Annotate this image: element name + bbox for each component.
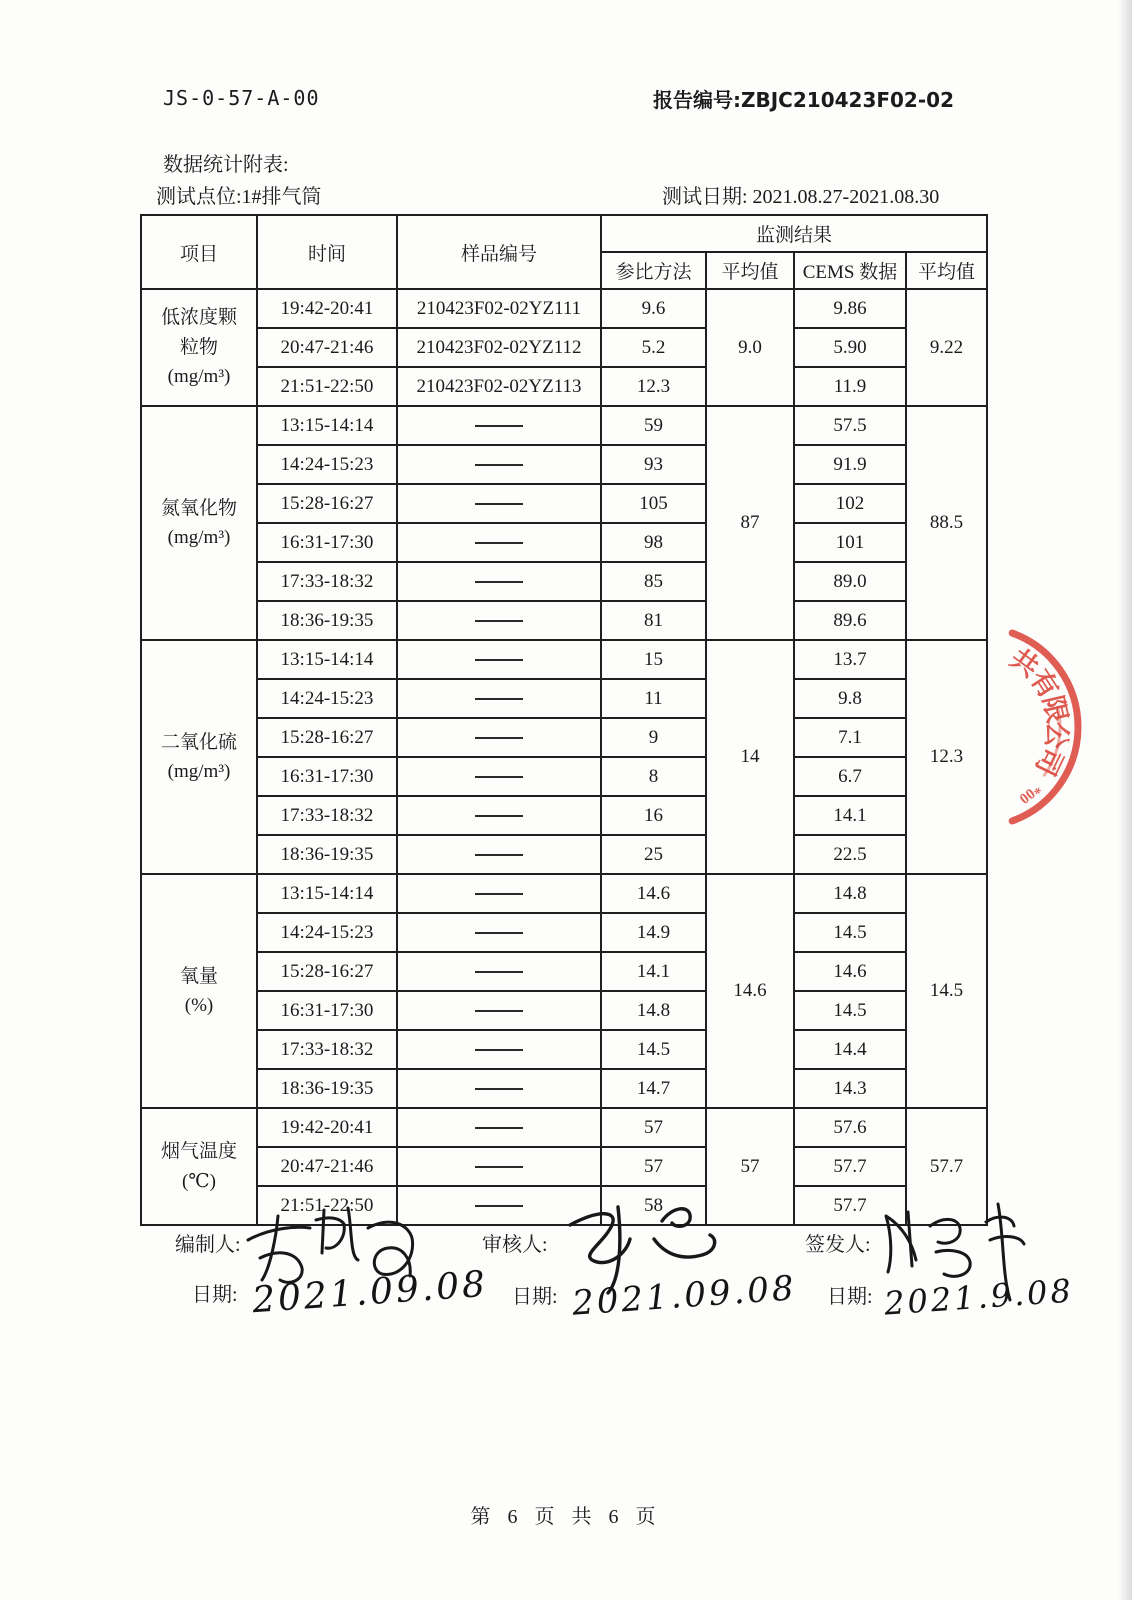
dash-placeholder (475, 893, 523, 895)
time-cell: 18:36-19:35 (257, 835, 397, 874)
cems-cell: 91.9 (794, 445, 906, 484)
ref-method-cell: 12.3 (601, 367, 706, 406)
dash-placeholder (475, 659, 523, 661)
test-point: 测试点位:1#排气筒 (156, 186, 322, 208)
issuer-date-handwritten: 2021.9.08 (882, 1271, 1075, 1323)
table-row (141, 445, 987, 484)
item-cell-0: 低浓度颗 粒物 (mg/m³) (141, 289, 257, 406)
table-row (141, 1147, 987, 1186)
dash-placeholder (475, 542, 523, 544)
ref-method-cell: 14.8 (601, 991, 706, 1030)
cems-average-cell: 9.22 (906, 289, 987, 406)
col-header-cems: CEMS 数据 (794, 252, 906, 289)
cems-cell: 102 (794, 484, 906, 523)
dash-placeholder (475, 1088, 523, 1090)
col-header-ref-method: 参比方法 (601, 252, 706, 289)
cems-cell: 14.5 (794, 991, 906, 1030)
cems-cell: 101 (794, 523, 906, 562)
sample-cell (397, 796, 601, 835)
page-indicator: 第 6 页 共 6 页 (470, 1506, 662, 1528)
cems-cell: 14.3 (794, 1069, 906, 1108)
ref-method-cell: 57 (601, 1108, 706, 1147)
cems-cell: 11.9 (794, 367, 906, 406)
time-cell: 19:42-20:41 (257, 289, 397, 328)
cems-cell: 14.1 (794, 796, 906, 835)
ref-average-cell: 57 (706, 1108, 794, 1225)
time-cell: 14:24-15:23 (257, 445, 397, 484)
test-date: 测试日期: 2021.08.27-2021.08.30 (662, 186, 940, 208)
table-row (141, 913, 987, 952)
ref-method-cell: 14.7 (601, 1069, 706, 1108)
scan-edge-shade (1118, 0, 1132, 1600)
sample-cell (397, 718, 601, 757)
ref-method-cell: 59 (601, 406, 706, 445)
ref-method-cell: 8 (601, 757, 706, 796)
issuer-label: 签发人: (805, 1234, 871, 1256)
table-row (141, 718, 987, 757)
ref-method-cell: 93 (601, 445, 706, 484)
sample-cell (397, 1030, 601, 1069)
sample-cell (397, 406, 601, 445)
dash-placeholder (475, 776, 523, 778)
sample-cell (397, 874, 601, 913)
ref-method-cell: 5.2 (601, 328, 706, 367)
item-cell-2: 二氧化硫 (mg/m³) (141, 640, 257, 874)
cems-average-cell: 12.3 (906, 640, 987, 874)
sample-cell (397, 640, 601, 679)
cems-average-cell: 88.5 (906, 406, 987, 640)
cems-cell: 14.4 (794, 1030, 906, 1069)
cems-cell: 13.7 (794, 640, 906, 679)
table-row (141, 796, 987, 835)
dash-placeholder (475, 1127, 523, 1129)
time-cell: 17:33-18:32 (257, 562, 397, 601)
sample-cell (397, 484, 601, 523)
ref-average-cell: 14.6 (706, 874, 794, 1108)
time-cell: 21:51-22:50 (257, 1186, 397, 1225)
table-row (141, 679, 987, 718)
sample-cell (397, 757, 601, 796)
sample-cell (397, 1147, 601, 1186)
ref-average-cell: 14 (706, 640, 794, 874)
reviewer-label: 审核人: (482, 1234, 548, 1256)
dash-placeholder (475, 698, 523, 700)
seal-arc-character: 司 (1028, 742, 1069, 781)
dash-placeholder (475, 737, 523, 739)
time-cell: 15:28-16:27 (257, 484, 397, 523)
dash-placeholder (475, 854, 523, 856)
table-row (141, 874, 987, 913)
cems-cell: 22.5 (794, 835, 906, 874)
company-seal-stamp (880, 600, 1130, 850)
ref-average-cell: 87 (706, 406, 794, 640)
table-row (141, 835, 987, 874)
preparer-date-handwritten: 2021.09.08 (250, 1263, 490, 1322)
cems-cell: 14.6 (794, 952, 906, 991)
time-cell: 16:31-17:30 (257, 523, 397, 562)
table-row (141, 1069, 987, 1108)
sample-cell: 210423F02-02YZ113 (397, 367, 601, 406)
dash-placeholder (475, 1166, 523, 1168)
item-cell-4: 烟气温度 (℃) (141, 1108, 257, 1225)
time-cell: 20:47-21:46 (257, 328, 397, 367)
ref-method-cell: 14.5 (601, 1030, 706, 1069)
col-header-results-group: 监测结果 (601, 215, 987, 252)
cems-cell: 57.7 (794, 1186, 906, 1225)
ref-method-cell: 98 (601, 523, 706, 562)
sample-cell (397, 913, 601, 952)
table-row (141, 406, 987, 445)
cems-cell: 57.6 (794, 1108, 906, 1147)
time-cell: 15:28-16:27 (257, 952, 397, 991)
preparer-label: 编制人: (175, 1234, 241, 1256)
ref-method-cell: 11 (601, 679, 706, 718)
cems-average-cell: 14.5 (906, 874, 987, 1108)
sample-cell (397, 523, 601, 562)
time-cell: 18:36-19:35 (257, 1069, 397, 1108)
dash-placeholder (475, 1049, 523, 1051)
reviewer-date-label: 日期: (512, 1286, 558, 1308)
sample-cell (397, 601, 601, 640)
cems-cell: 89.6 (794, 601, 906, 640)
sample-cell (397, 991, 601, 1030)
cems-average-cell: 57.7 (906, 1108, 987, 1225)
table-row (141, 367, 987, 406)
table-row (141, 562, 987, 601)
dash-placeholder (475, 971, 523, 973)
ref-average-cell: 9.0 (706, 289, 794, 406)
col-header-time: 时间 (257, 215, 397, 289)
cems-cell: 14.8 (794, 874, 906, 913)
reviewer-date-handwritten: 2021.09.08 (570, 1268, 798, 1324)
cems-cell: 89.0 (794, 562, 906, 601)
attachment-title: 数据统计附表: (163, 154, 289, 176)
cems-cell: 9.8 (794, 679, 906, 718)
ref-method-cell: 58 (601, 1186, 706, 1225)
time-cell: 21:51-22:50 (257, 367, 397, 406)
table-row (141, 523, 987, 562)
seal-arc-character: 限 (1036, 692, 1073, 726)
time-cell: 19:42-20:41 (257, 1108, 397, 1147)
ref-method-cell: 25 (601, 835, 706, 874)
seal-arc-character: 公 (1039, 720, 1073, 751)
sample-cell (397, 562, 601, 601)
monitoring-results-table (140, 214, 988, 1226)
sample-cell: 210423F02-02YZ112 (397, 328, 601, 367)
sample-cell: 210423F02-02YZ111 (397, 289, 601, 328)
table-row (141, 328, 987, 367)
col-header-item: 项目 (141, 215, 257, 289)
cems-cell: 57.5 (794, 406, 906, 445)
document-code: JS-0-57-A-00 (163, 86, 320, 110)
table-row (141, 757, 987, 796)
time-cell: 13:15-14:14 (257, 406, 397, 445)
time-cell: 13:15-14:14 (257, 640, 397, 679)
sample-cell (397, 952, 601, 991)
time-cell: 14:24-15:23 (257, 913, 397, 952)
time-cell: 17:33-18:32 (257, 1030, 397, 1069)
ref-method-cell: 81 (601, 601, 706, 640)
cems-cell: 6.7 (794, 757, 906, 796)
table-row (141, 1030, 987, 1069)
ref-method-cell: 15 (601, 640, 706, 679)
seal-arc-character: 共 (1004, 643, 1045, 684)
dash-placeholder (475, 503, 523, 505)
time-cell: 15:28-16:27 (257, 718, 397, 757)
table-row (141, 601, 987, 640)
sample-cell (397, 1069, 601, 1108)
cems-cell: 5.90 (794, 328, 906, 367)
dash-placeholder (475, 1010, 523, 1012)
cems-cell: 7.1 (794, 718, 906, 757)
table-row (141, 484, 987, 523)
dash-placeholder (475, 1205, 523, 1207)
seal-arc-character: 有 (1023, 664, 1065, 705)
dash-placeholder (475, 581, 523, 583)
time-cell: 18:36-19:35 (257, 601, 397, 640)
dash-placeholder (475, 815, 523, 817)
report-number: 报告编号:ZBJC210423F02-02 (653, 88, 954, 112)
time-cell: 16:31-17:30 (257, 991, 397, 1030)
sample-cell (397, 445, 601, 484)
time-cell: 13:15-14:14 (257, 874, 397, 913)
ref-method-cell: 85 (601, 562, 706, 601)
ref-method-cell: 14.6 (601, 874, 706, 913)
col-header-ref-average: 平均值 (706, 252, 794, 289)
ref-method-cell: 16 (601, 796, 706, 835)
table-row (141, 1108, 987, 1147)
cems-cell: 14.5 (794, 913, 906, 952)
item-cell-3: 氧量 (%) (141, 874, 257, 1108)
table-row (141, 991, 987, 1030)
ref-method-cell: 9 (601, 718, 706, 757)
dash-placeholder (475, 425, 523, 427)
issuer-date-label: 日期: (827, 1286, 873, 1308)
table-row (141, 640, 987, 679)
ref-method-cell: 57 (601, 1147, 706, 1186)
ref-method-cell: 105 (601, 484, 706, 523)
ref-method-cell: 9.6 (601, 289, 706, 328)
table-row (141, 952, 987, 991)
col-header-cems-average: 平均值 (906, 252, 987, 289)
table-row (141, 289, 987, 328)
time-cell: 14:24-15:23 (257, 679, 397, 718)
time-cell: 17:33-18:32 (257, 796, 397, 835)
cems-cell: 9.86 (794, 289, 906, 328)
seal-inner-text: *00 (1015, 779, 1044, 807)
cems-cell: 57.7 (794, 1147, 906, 1186)
item-cell-1: 氮氧化物 (mg/m³) (141, 406, 257, 640)
sample-cell (397, 1108, 601, 1147)
ref-method-cell: 14.1 (601, 952, 706, 991)
dash-placeholder (475, 464, 523, 466)
dash-placeholder (475, 932, 523, 934)
preparer-date-label: 日期: (192, 1284, 238, 1306)
col-header-sample: 样品编号 (397, 215, 601, 289)
sample-cell (397, 835, 601, 874)
dash-placeholder (475, 620, 523, 622)
sample-cell (397, 679, 601, 718)
ref-method-cell: 14.9 (601, 913, 706, 952)
time-cell: 20:47-21:46 (257, 1147, 397, 1186)
time-cell: 16:31-17:30 (257, 757, 397, 796)
